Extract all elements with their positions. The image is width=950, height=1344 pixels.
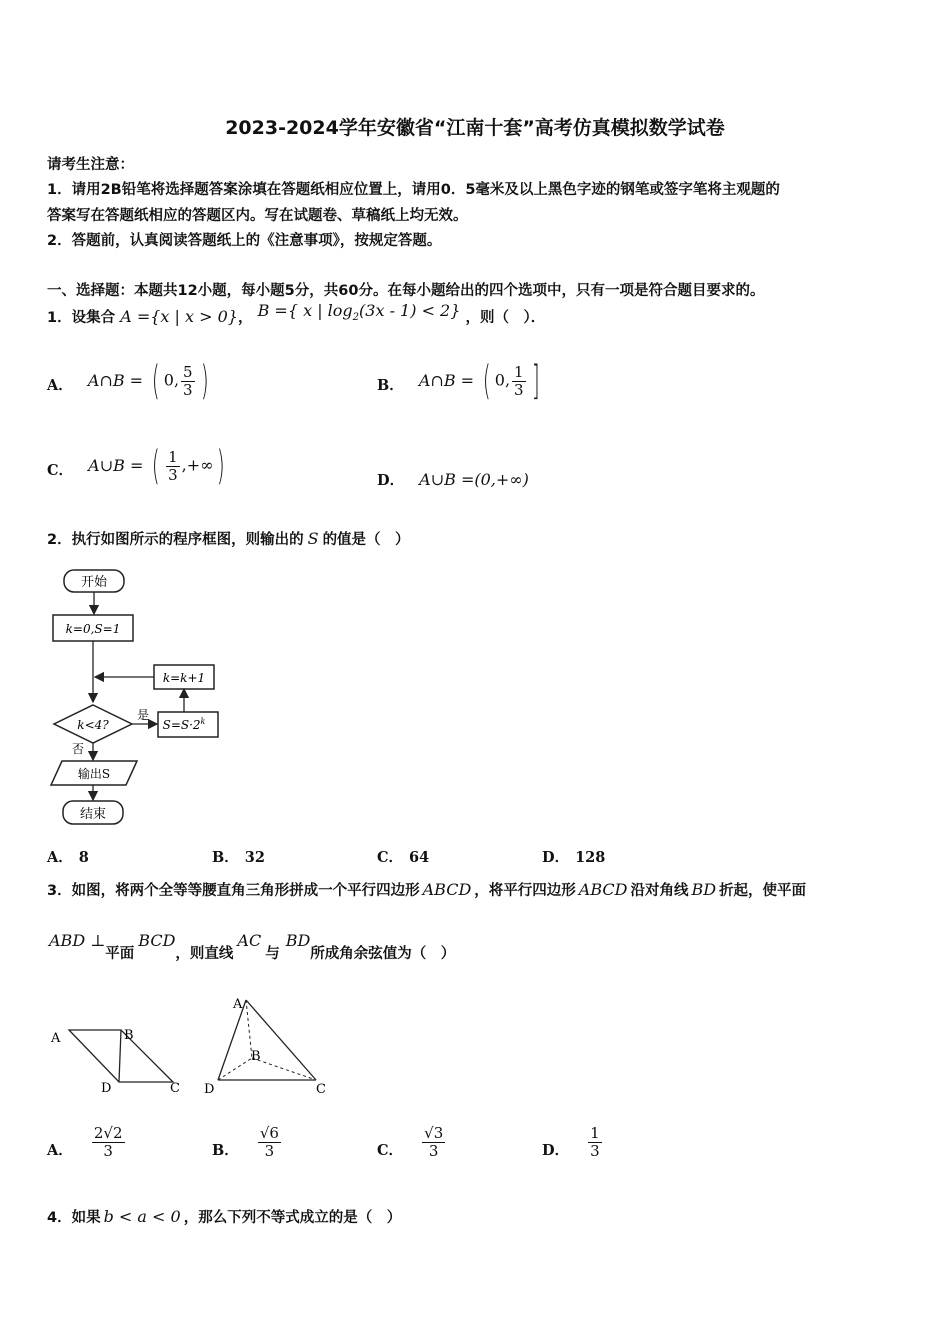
fraction-den: 3 — [103, 1142, 113, 1160]
question-1 — [47, 301, 546, 329]
q1-log-base: 2 — [352, 312, 360, 324]
flow-update-sup: k — [200, 717, 206, 726]
option-label: A． — [47, 1142, 73, 1159]
q3-bcd: BCD — [138, 931, 176, 950]
fraction-den: 3 — [183, 380, 193, 399]
option-fraction — [166, 449, 180, 484]
fraction-num: 5 — [183, 362, 193, 381]
q1-suffix: ，则（ ）． — [465, 310, 546, 326]
q2-option-b[interactable] — [212, 846, 265, 867]
q1-set-b — [257, 301, 461, 324]
notice-line-2: 2．答题前，认真阅读答题纸上的《注意事项》，按规定答题。 — [47, 233, 442, 249]
q4-text-1: 4．如果 — [47, 1210, 101, 1226]
q3-abd: ABD ⊥ — [49, 931, 106, 950]
option-left-bound: 0, — [494, 370, 511, 390]
q2-text-1: 2．执行如图所示的程序框图，则输出的 — [47, 532, 304, 548]
left-paren: ( — [152, 358, 160, 404]
q3-option-b[interactable] — [212, 1125, 283, 1160]
q1-set-a: A ={x | x > 0} — [120, 307, 238, 326]
option-label: B． — [212, 1142, 239, 1159]
q3-text-3: 沿对角线 — [630, 883, 689, 899]
option-expr: A∩B = — [87, 370, 144, 390]
option-value: 8 — [78, 849, 89, 866]
q3-bd-2: BD — [285, 931, 311, 950]
fraction-num: 1 — [590, 1124, 600, 1142]
fig2-vertex-d: D — [204, 1082, 215, 1097]
q2-text-2: 的值是（ ） — [322, 532, 410, 548]
flow-init-label: k=0,S=1 — [65, 622, 121, 636]
q3-option-d[interactable] — [542, 1125, 604, 1160]
left-paren: ( — [152, 443, 161, 489]
option-expr: A∩B = — [418, 370, 475, 390]
option-label: D． — [542, 849, 570, 866]
section-heading: 一、选择题：本题共12小题，每小题5分，共60分。在每小题给出的四个选项中，只有一项是符合题目要求的。 — [47, 283, 765, 299]
q3-figure-parallelogram — [48, 1022, 188, 1100]
q1-option-d[interactable] — [377, 469, 529, 490]
right-bracket: ] — [531, 358, 540, 404]
option-label: C． — [377, 1142, 404, 1159]
option-fraction — [512, 364, 526, 399]
q3-plane: 平面 — [105, 946, 135, 962]
option-expr: A∪B = — [88, 455, 144, 475]
option-fraction — [92, 1125, 125, 1160]
question-4 — [47, 1206, 401, 1227]
fraction-num: 1 — [168, 447, 178, 466]
flow-no-label: 否 — [72, 742, 85, 756]
q3-abcd: ABCD — [422, 880, 472, 899]
q3-option-c[interactable] — [377, 1125, 447, 1160]
option-label: C． — [47, 461, 74, 479]
fig2-vertex-b: B — [251, 1049, 261, 1064]
fraction-den: 3 — [264, 1142, 275, 1160]
option-label: A． — [47, 849, 73, 866]
option-fraction — [588, 1125, 602, 1160]
option-value: 32 — [244, 849, 265, 866]
option-fraction — [258, 1125, 281, 1160]
q3-abcd-2: ABCD — [578, 880, 628, 899]
option-value: 64 — [409, 849, 430, 866]
option-label: B． — [377, 376, 404, 394]
option-fraction — [422, 1125, 445, 1160]
right-paren: ) — [200, 358, 209, 404]
left-paren: ( — [483, 358, 491, 404]
question-3-line-1 — [47, 879, 806, 900]
page-title: 2023-2024学年安徽省“江南十套”高考仿真模拟数学试卷 — [225, 117, 725, 139]
fig2-vertex-c: C — [316, 1082, 326, 1097]
fraction-num: 1 — [514, 362, 524, 381]
flow-end-label: 结束 — [79, 807, 107, 822]
right-paren: ) — [217, 443, 226, 489]
q4-text-2: ，那么下列不等式成立的是（ ） — [183, 1210, 402, 1226]
q1-option-a[interactable] — [47, 358, 212, 404]
q3-figure-tetrahedron — [200, 992, 335, 1104]
diagonal-bd — [119, 1030, 121, 1082]
flow-update-label — [163, 717, 206, 732]
q3-ac: AC — [237, 931, 262, 950]
fraction-num: √6 — [259, 1124, 279, 1142]
q1-comma: ， — [237, 310, 253, 326]
q3-bd: BD — [691, 880, 717, 899]
q1-set-b-part1: B ={ x | log — [257, 301, 353, 320]
fig2-vertex-a: A — [233, 997, 243, 1012]
q2-option-c[interactable] — [377, 846, 429, 867]
q3-text-5: ，则直线 — [175, 946, 234, 962]
fraction-den: 3 — [168, 465, 178, 484]
q2-var: S — [307, 529, 319, 548]
fraction-num: √3 — [424, 1124, 444, 1142]
q1-option-c[interactable] — [47, 443, 229, 489]
question-3-line-2 — [49, 930, 456, 962]
option-label: A． — [47, 376, 73, 394]
flow-update-expr: S=S·2 — [162, 718, 201, 732]
option-value: 128 — [575, 849, 606, 866]
q1-prefix: 1．设集合 — [47, 310, 116, 326]
flow-start-label: 开始 — [80, 575, 108, 590]
q2-option-d[interactable] — [542, 846, 605, 867]
option-right-bound: ,+∞ — [181, 455, 214, 475]
notice-heading: 请考生注意： — [47, 157, 134, 173]
flow-increment-label: k=k+1 — [162, 671, 206, 685]
q3-text-6: 所成角余弦值为（ ） — [310, 946, 456, 962]
fraction-den: 3 — [428, 1142, 439, 1160]
q3-yu: 与 — [265, 946, 280, 962]
fraction-num: 2√2 — [93, 1124, 123, 1142]
option-label: D． — [377, 472, 405, 489]
option-label: B． — [212, 849, 239, 866]
fraction-den: 3 — [590, 1142, 600, 1160]
flowchart — [44, 562, 234, 834]
notice-line-1: 1．请用2B铅笔将选择题答案涂填在答题纸相应位置上，请用0．5毫米及以上黑色字迹的钢笔或签字笔将主观题的 — [47, 182, 780, 198]
q3-text-2: ，将平行四边形 — [474, 883, 576, 899]
q4-condition: b < a < 0 — [103, 1207, 181, 1226]
notice-line-1b: 答案写在答题纸相应的答题区内。写在试题卷、草稿纸上均无效。 — [47, 208, 468, 224]
option-label: D． — [542, 1142, 570, 1159]
option-left-bound: 0, — [163, 370, 180, 390]
fig1-vertex-c: C — [170, 1081, 180, 1096]
flow-condition-label: k<4? — [77, 718, 109, 732]
q3-option-a[interactable] — [47, 1125, 127, 1160]
option-expr: A∪B =(0,+∞) — [419, 470, 529, 489]
fig1-vertex-b: B — [124, 1028, 134, 1043]
q1-option-b[interactable] — [377, 358, 543, 404]
question-2 — [47, 528, 410, 549]
fig1-vertex-a: A — [51, 1031, 61, 1046]
flow-output-label: 输出S — [77, 767, 111, 781]
flow-yes-label: 是 — [137, 708, 150, 722]
q2-option-a[interactable] — [47, 846, 89, 867]
fig1-vertex-d: D — [101, 1081, 112, 1096]
q3-text-4: 折起，使平面 — [719, 883, 807, 899]
q1-set-b-part2: (3x - 1) < 2} — [359, 301, 461, 320]
option-label: C． — [377, 849, 404, 866]
fraction-den: 3 — [514, 380, 524, 399]
option-fraction — [181, 364, 195, 399]
q3-text-1: 3．如图，将两个全等等腰直角三角形拼成一个平行四边形 — [47, 883, 420, 899]
